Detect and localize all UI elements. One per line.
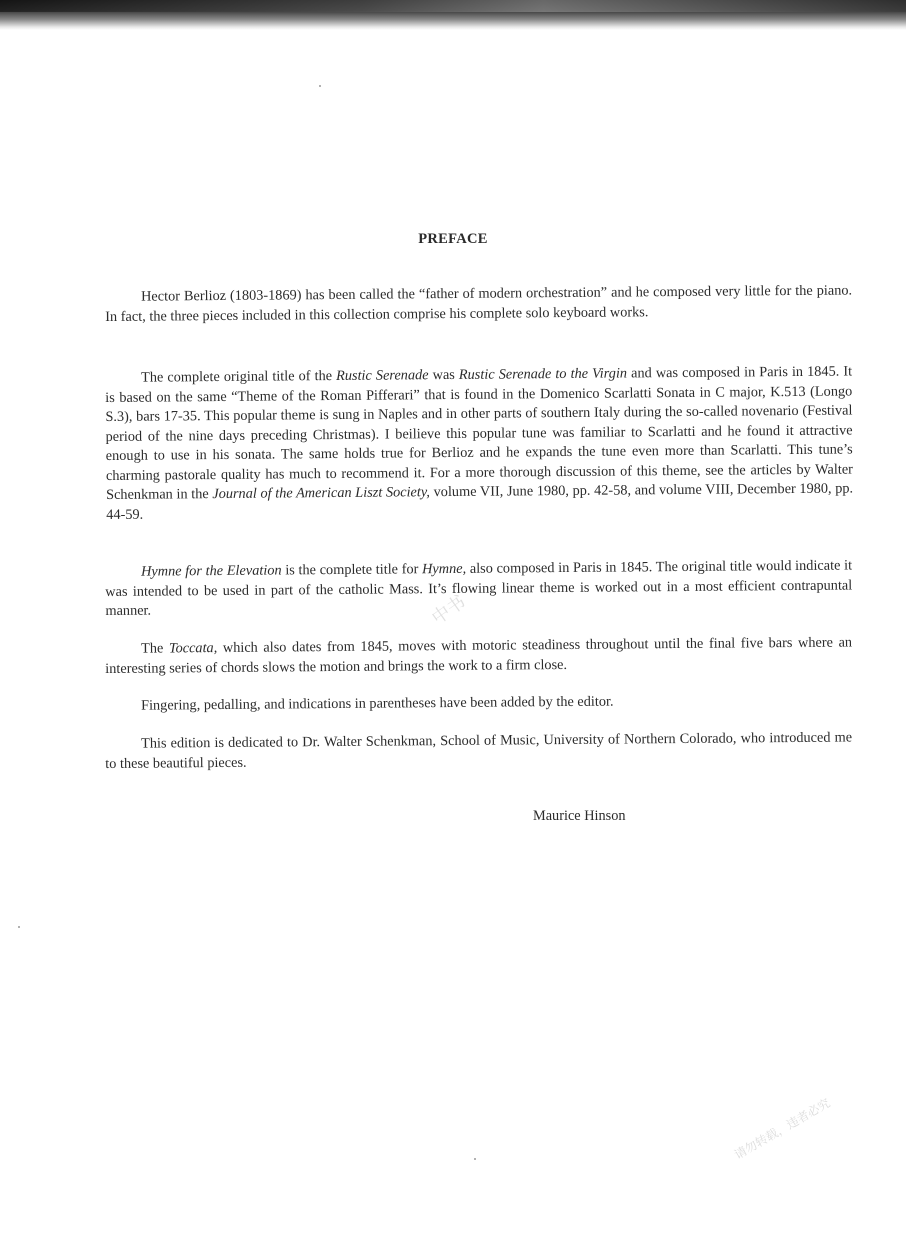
- paragraph-text: [105, 281, 852, 327]
- paragraph-text: [105, 633, 852, 679]
- italic-title-rustic-serenade: Rustic Serenade: [336, 367, 429, 384]
- text-segment: Hector Berlioz (1803-1869) has been called the “father of modern orchestration” and he composed very little for the piano. In fact, the three pieces included in this collection comprise his complete solo keyboard works.: [105, 282, 853, 325]
- watermark-corner: 请勿转载，违者必究: [731, 1095, 833, 1162]
- text-segment: was: [428, 366, 459, 384]
- italic-title-rustic-serenade-virgin: Rustic Serenade to the Virgin: [458, 365, 628, 383]
- text-segment: volume VII, June 1980, pp. 42-58, and volume VIII, December 1980, pp. 44-59.: [106, 480, 854, 523]
- paragraph-text: [105, 362, 853, 525]
- preface-paragraph-1: [105, 281, 852, 327]
- italic-journal-title: Journal of the American Liszt Society,: [212, 484, 431, 503]
- italic-title-toccata: Toccata,: [168, 640, 218, 657]
- paragraph-text: [105, 728, 852, 774]
- italic-title-hymne-elevation: Hymne for the Elevation: [141, 562, 282, 580]
- text-segment: The complete original title of the: [141, 367, 337, 386]
- preface-paragraph-3: [105, 556, 852, 621]
- watermark-center: 中书: [428, 591, 470, 630]
- preface-paragraph-5: [105, 690, 852, 716]
- text-segment: also composed in Paris in 1845. The original title would indicate it was intended to be used in part of the catholic Mass. It’s flowing linear theme is worked out in a most efficient contrapuntal manner.: [105, 557, 853, 619]
- text-segment: and was composed in Paris in 1845. It is based on the same “Theme of the Roman Pifferari” that is found in the Domenico Scarlatti Sonata in C major, K.513 (Longo S.3), bars 17-35. This popular theme is sung in Naples and in other parts of southern Italy during the so-called novenario (Festival period of the nine days preceding Christmas). I beilieve this popular tune was familiar to Scarlatti and he found it attractive enough to use in his sonata. The same holds true for Berlioz and he expands the tune even more than Scarlatti. This tune’s charming pastorale quality has much to recommend it. For a more thorough discussion of this theme, see the articles by Walter Schenkman in the: [105, 363, 853, 503]
- scan-speck: [18, 926, 20, 928]
- text-segment: The: [141, 640, 169, 657]
- preface-paragraph-2: [105, 362, 853, 525]
- preface-paragraph-4: [105, 633, 852, 679]
- scan-speck: [319, 85, 321, 87]
- scan-speck: [474, 1158, 476, 1160]
- text-segment: This edition is dedicated to Dr. Walter Schenkman, School of Music, University of Northern Colorado, who introduced me to these beautiful pieces.: [105, 729, 853, 772]
- text-segment: which also dates from 1845, moves with motoric steadiness throughout until the final five bars where an interesting series of chords slows the motion and brings the work to a firm close.: [105, 634, 853, 677]
- paragraph-text: [105, 690, 852, 716]
- preface-paragraph-6: [105, 728, 852, 774]
- page-title: PREFACE: [418, 231, 488, 247]
- italic-title-hymne: Hymne,: [421, 560, 467, 578]
- scan-top-edge: [0, 0, 906, 30]
- text-segment: is the complete title for: [281, 561, 423, 579]
- author-signature: Maurice Hinson: [533, 808, 626, 824]
- text-segment: Fingering, pedalling, and indications in parentheses have been added by the editor.: [141, 693, 614, 714]
- paragraph-text: [105, 556, 852, 621]
